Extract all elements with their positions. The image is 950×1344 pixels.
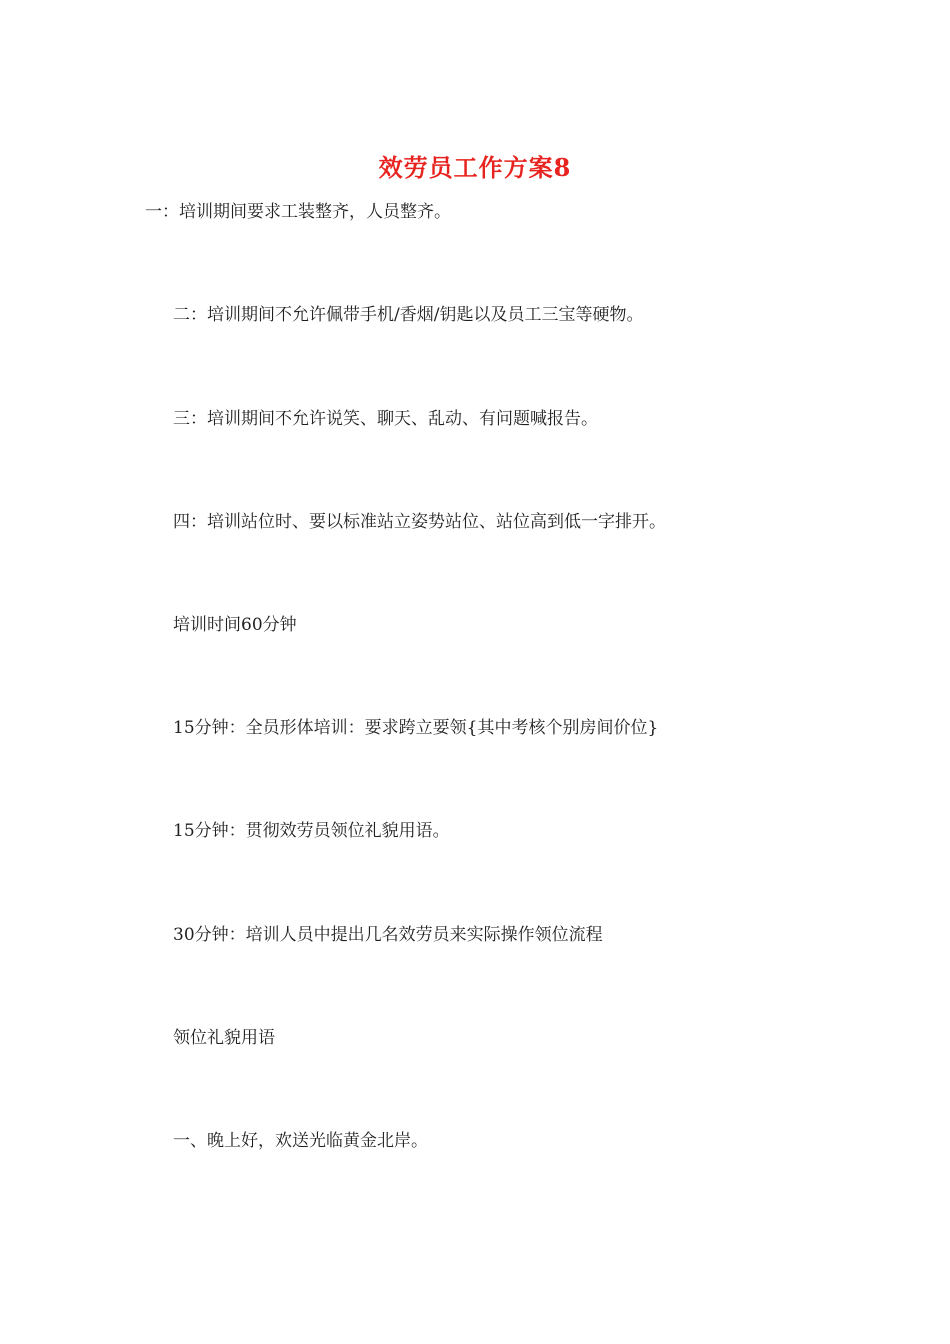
- paragraph-schedule-2: 15分钟：贯彻效劳员领位礼貌用语。: [173, 821, 450, 841]
- paragraph-section-heading: 领位礼貌用语: [173, 1028, 275, 1048]
- paragraph-rule-3: 三：培训期间不允许说笑、聊天、乱动、有问题喊报告。: [173, 409, 598, 429]
- paragraph-schedule-3: 30分钟：培训人员中提出几名效劳员来实际操作领位流程: [173, 925, 603, 945]
- paragraph-greeting-1: 一、晚上好，欢送光临黄金北岸。: [173, 1131, 428, 1151]
- paragraph-rule-2: 二：培训期间不允许佩带手机/香烟/钥匙以及员工三宝等硬物。: [173, 305, 644, 325]
- paragraph-rule-4: 四：培训站位时、要以标准站立姿势站位、站位高到低一字排开。: [173, 512, 666, 532]
- document-title: 效劳员工作方案8: [378, 153, 572, 182]
- paragraph-training-time: 培训时间60分钟: [173, 615, 297, 635]
- paragraph-rule-1: 一：培训期间要求工装整齐，人员整齐。: [145, 202, 451, 222]
- paragraph-schedule-1: 15分钟：全员形体培训：要求跨立要领{其中考核个别房间价位}: [173, 718, 659, 738]
